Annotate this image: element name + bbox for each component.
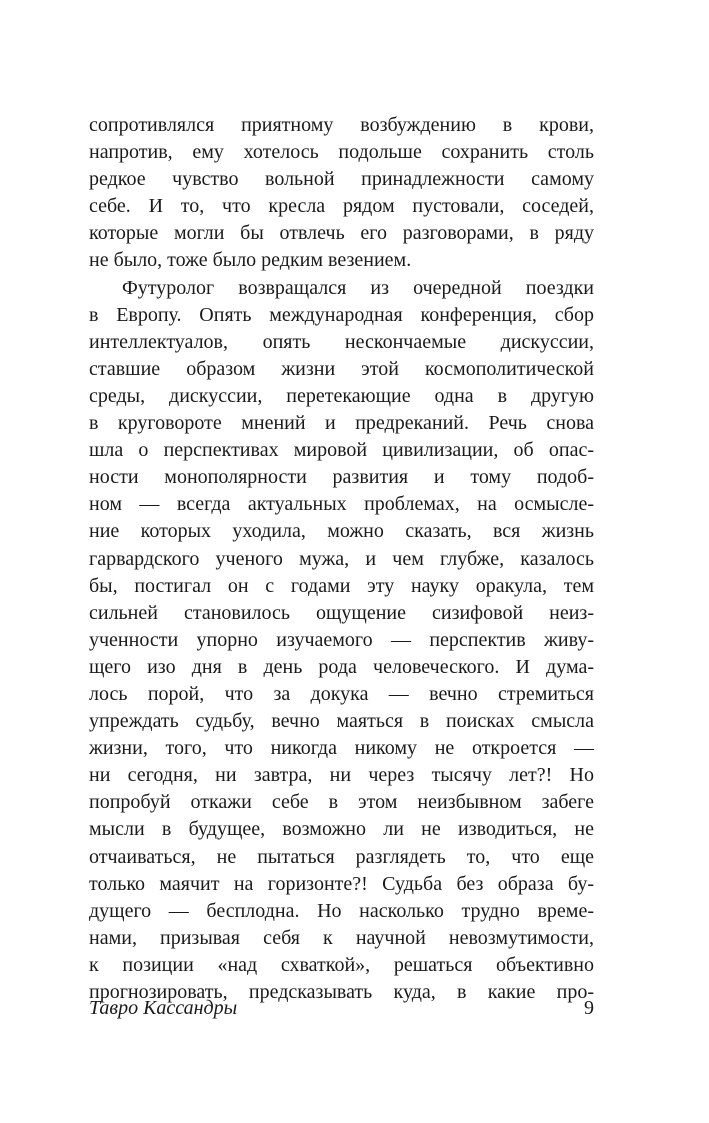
text-line: напротив, ему хотелось подольше сохранить столь — [89, 141, 594, 164]
text-line: в Европу. Опять международная конференция, сбор — [89, 303, 594, 326]
text-line: упреждать судьбу, вечно маяться в поисках смысла — [89, 710, 594, 733]
text-line: ном — всегда актуальных проблемах, на осмысле- — [89, 493, 594, 516]
text-line: ни сегодня, ни завтра, ни через тысячу лет?! Но — [89, 764, 594, 787]
text-line: нами, призывая себя к научной невозмутимости, — [89, 926, 594, 949]
text-line: ние которых уходила, можно сказать, вся жизнь — [89, 520, 594, 543]
text-line: попробуй откажи себе в этом неизбывном забеге — [89, 791, 594, 814]
text-line: ности монополярности развития и тому подоб- — [89, 466, 594, 489]
text-line: только маячит на горизонте?! Судьба без образа бу- — [89, 872, 594, 895]
text-line: сопротивлялся приятному возбуждению в крови, — [89, 114, 594, 136]
page-number: 9 — [584, 997, 594, 1019]
text-line: к позиции «над схваткой», решаться объективно — [89, 953, 594, 976]
text-line: среды, дискуссии, перетекающие одна в другую — [89, 384, 594, 407]
text-line: ученности упорно изучаемого — перспектив живу- — [89, 628, 594, 651]
text-line: Футуролог возвращался из очередной поездки — [122, 276, 594, 299]
text-line: жизни, того, что никогда никому не откроется — — [89, 737, 594, 760]
text-line: гарвардского ученого мужа, и чем глубже, казалось — [89, 547, 594, 570]
text-line: ставшие образом жизни этой космополитической — [89, 357, 594, 380]
text-line: которые могли бы отвлечь его разговорами, в ряду — [89, 222, 594, 245]
text-line: прогнозировать, предсказывать куда, в какие про- — [89, 981, 594, 1003]
text-line: отчаиваться, не пытаться разглядеть то, что еще — [89, 845, 594, 868]
page-footer — [89, 996, 594, 1020]
text-line: мысли в будущее, возможно ли не изводиться, не — [89, 818, 594, 841]
text-line: себе. И то, что кресла рядом пустовали, соседей, — [89, 195, 594, 218]
text-line: щего изо дня в день рода человеческого. И дума- — [89, 655, 594, 678]
running-title: Тавро Кассандры — [89, 997, 238, 1019]
text-line: в круговороте мнений и предреканий. Речь снова — [89, 412, 594, 435]
text-line: не было, тоже было редким везением. — [89, 249, 412, 272]
text-line: редкое чувство вольной принадлежности самому — [89, 168, 594, 191]
text-line: бы, постигал он с годами эту науку оракула, тем — [89, 574, 594, 597]
page-body — [89, 112, 594, 1006]
text-line: лось порой, что за докука — вечно стремиться — [89, 682, 594, 705]
text-line: шла о перспективах мировой цивилизации, об опас- — [89, 439, 594, 462]
text-line: сильней становилось ощущение сизифовой неиз- — [89, 601, 594, 624]
text-line: интеллектуалов, опять нескончаемые дискуссии, — [89, 330, 594, 353]
text-line: дущего — бесплодна. Но насколько трудно време- — [89, 899, 594, 922]
